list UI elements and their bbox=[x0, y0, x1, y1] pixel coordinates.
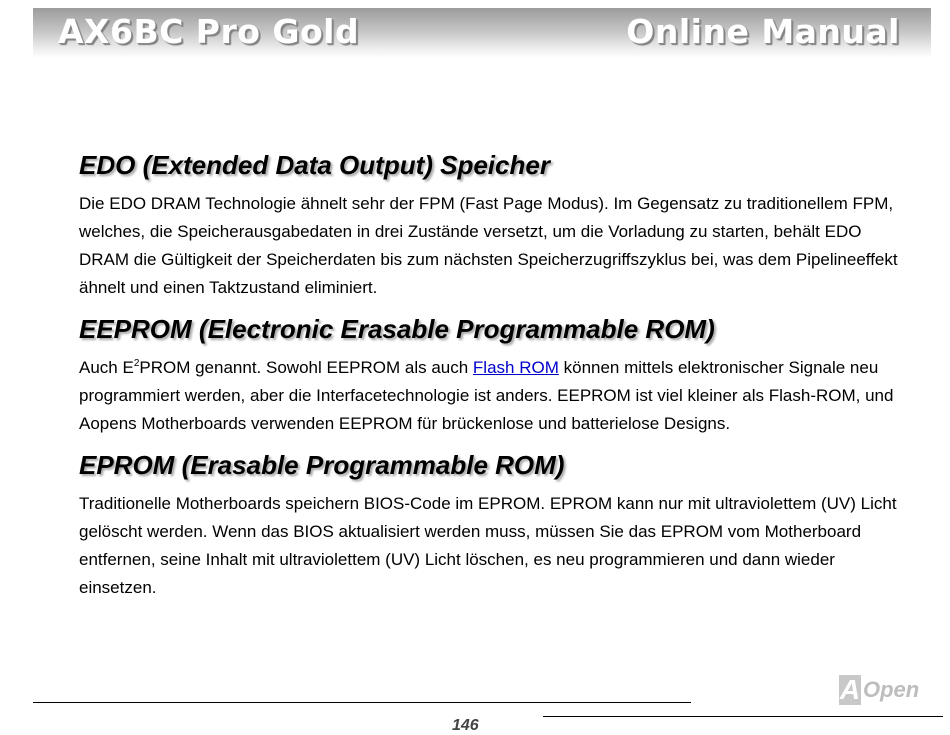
heading-edo: EDO (Extended Data Output) Speicher bbox=[79, 150, 550, 180]
page-number: 146 bbox=[452, 717, 479, 734]
eeprom-superscript: 2 bbox=[133, 358, 140, 369]
footer-divider-left bbox=[33, 702, 691, 703]
paragraph-eeprom bbox=[79, 354, 909, 438]
manual-title: AX6BC Pro Gold bbox=[58, 12, 360, 51]
eeprom-text-a: Auch E bbox=[79, 358, 134, 377]
eeprom-text-b: PROM genannt. Sowohl EEPROM als auch bbox=[139, 358, 473, 377]
heading-eeprom: EEPROM (Electronic Erasable Programmable ROM) bbox=[79, 314, 715, 344]
heading-eprom: EPROM (Erasable Programmable ROM) bbox=[79, 450, 565, 480]
aopen-logo bbox=[839, 674, 919, 706]
paragraph-eprom: Traditionelle Motherboards speichern BIOS-Code im EPROM. EPROM kann nur mit ultraviolettem (UV) Licht gelöscht werden. Wenn das BIOS aktualisiert werden muss, müssen Sie das EPROM vom Motherboard entfernen, seine Inhalt mit ultraviolettem (UV) Licht löschen, es neu programmieren und dann wieder einsetzen. bbox=[79, 494, 897, 597]
online-manual-label: Online Manual bbox=[626, 12, 900, 51]
footer-divider-right bbox=[543, 716, 943, 717]
aopen-logo-mark: A bbox=[839, 674, 861, 705]
flash-rom-link[interactable]: Flash ROM bbox=[472, 358, 559, 377]
page-content bbox=[79, 148, 909, 612]
aopen-logo-text: Open bbox=[863, 677, 920, 702]
eeprom-text-c: können mittels elektronischer Signale neu programmiert werden, aber die Interfacetechnologie ist anders. EEPROM ist viel kleiner als Flash-ROM, und Aopens Motherboards verwenden EEPROM für brückenlose und batterielose Designs. bbox=[79, 358, 894, 433]
paragraph-edo: Die EDO DRAM Technologie ähnelt sehr der FPM (Fast Page Modus). Im Gegensatz zu traditionellem FPM, welches, die Speicherausgabedaten in drei Zustände versetzt, um die Vorladung zu starten, behält EDO DRAM die Gültigkeit der Speicherdaten bis zum nächsten Speicherzugriffszyklus bei, was dem Pipelineeffekt ähnelt und einen Taktzustand eliminiert. bbox=[79, 194, 898, 297]
